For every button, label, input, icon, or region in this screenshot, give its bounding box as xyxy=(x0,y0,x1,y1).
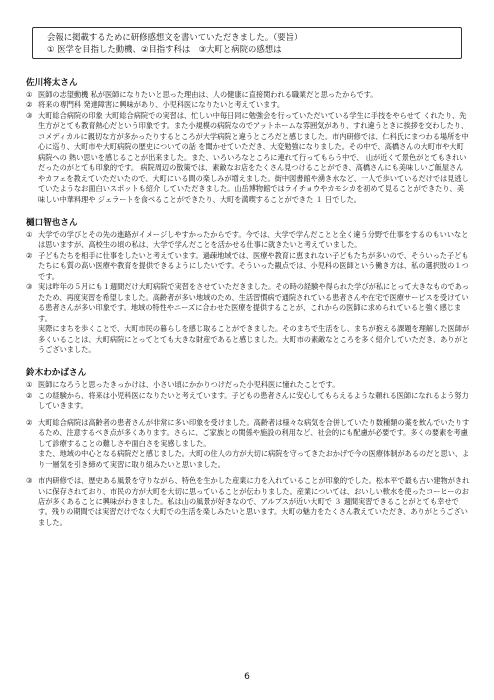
intro-box xyxy=(32,27,462,59)
item-number: ② xyxy=(26,100,33,110)
item-text: 大町総合病院は高齢者の患者さんが非常に多い印象を受けました。高齢者は様々な病気を合併していたり数種類の薬を飲んでいたりするため、注意するべき点が多くあります。さらに、ご家族との関係や施設の利用など、社会的にも配慮が必要です。多くの要素を考慮して診療することの難しさや面白さを実感しました。 xyxy=(38,417,470,448)
essay-content xyxy=(26,77,470,534)
list-item xyxy=(26,324,470,355)
list-item xyxy=(26,111,470,205)
page-number: 6 xyxy=(244,672,250,682)
essay-sagawa xyxy=(26,77,470,205)
item-number: ② xyxy=(26,250,33,260)
item-number: ① xyxy=(26,229,33,239)
item-text: 実は昨年の５月にも１週間だけ大町病院で実習をさせていただきました。その時の経験や得られた学びが私にとって大きなものであったため、再度実習を希望しました。高齢者が多い地域のため、生活習慣病で通院されている患者さんや在宅で医療サービスを受けている患者さんが多い印象です。地域の特性やニーズに合わせた医療を提供することが、これからの医師に求められていると強く感じます。 xyxy=(38,282,470,323)
list-item xyxy=(26,251,470,282)
list-item xyxy=(26,391,470,412)
item-number: ② xyxy=(26,390,33,400)
item-text: 医師になろうと思ったきっかけは、小さい頃にかかりつけだった小児科医に憧れたことです。 xyxy=(38,380,340,390)
item-number: ① xyxy=(26,380,33,390)
intro-line-1: 会報に掲載するために研修感想文を書いていただきました。（要旨） xyxy=(47,32,303,42)
item-number: ① xyxy=(26,90,33,99)
list-item xyxy=(26,100,470,110)
list-item xyxy=(26,282,470,324)
person-name: 樋口智也さん xyxy=(26,217,78,228)
item-text: この経験から、将来は小児科医になりたいと考えています。子どもの患者さんに安心してもらえるような頼れる医師になれるよう努力していきます。 xyxy=(38,390,469,411)
intro-line-2: ① 医学を目指した動機、②目指す科は ③大町と病院の感想は xyxy=(47,44,282,54)
item-text: 大学での学びとその先の進路がイメージしやすかったからです。今では、大学で学んだことと全く違う分野で仕事をするのもいいなとは思いますが、高校生の頃の私は、大学で学んだことを活かせる仕事に就きたいと考えていました。 xyxy=(38,229,469,250)
item-number xyxy=(26,324,38,355)
item-number: ③ xyxy=(26,476,33,486)
list-item xyxy=(26,476,470,528)
person-name: 鈴木わかばさん xyxy=(26,368,87,379)
list-item xyxy=(26,449,470,470)
item-number: ③ xyxy=(26,282,33,292)
list-item xyxy=(26,230,470,251)
item-number: ② xyxy=(26,417,33,427)
essay-suzuki xyxy=(26,367,470,528)
item-text: 市内研修では、歴史ある風景を守りながら、特色を生かした産業に力を入れていることが印象的でした。松本平で最も古い建物がきれいに保存されており、市民の方が大町を大切に思っていることが伝わりました。産業については、おいしい軟水を使ったコーヒーのお店が多くあることに興味がわきました。私は山の風景が好きなので、アルプスが近い大町で ３ 週間実習できることがとても幸せです。残りの期間では実習だけでなく大町での生活を楽しみたいと思います。大町の魅力をたくさん教えていただき、ありがとうございました。 xyxy=(38,476,470,527)
item-text: 将来の専門科 発達障害に興味があり、小児科医になりたいと考えています。 xyxy=(38,100,285,110)
list-item xyxy=(26,418,470,449)
essay-higuchi xyxy=(26,217,470,355)
item-number xyxy=(26,449,38,470)
item-text: 子どもたちを相手に仕事をしたいと考えています。過疎地域では、医療や教育に恵まれない子どもたちが多いので、そういった子どもたちにも質の高い医療や教育を提供できるようにしたいです。そういった観点では、小児科の医師という働き方は、私の選択肢の１つです。 xyxy=(38,250,469,281)
item-text: 実際にまちを歩くことで、大町市民の暮らしを感じ取ることができました。そのまちで生活をし、まちが抱える課題を理解した医師が多くいることは、大町病院にとってとても大きな財産であると感じました。大町市の素敵なところを多く紹介していただき、ありがとうございました。 xyxy=(38,324,470,354)
item-number: ③ xyxy=(26,110,33,120)
item-text: 医師の志望動機 私が医師になりたいと思った理由は、人の健康に直接関われる職業だと思ったからです。 xyxy=(38,90,378,99)
item-text: また、地域の中心となる病院だと感じました。大町の住人の方が大切に病院を守ってきたおかげで今の医療体制があるのだと思い、より一層気を引き締めて実習に取り組みたいと思いました。 xyxy=(38,449,470,469)
item-text: 大町総合病院の印象 大町総合病院での実習は、忙しい中毎日同に勉強会を行っていただいている学生に手技をやらせて くれたり、先生方がとても教育熱心だという印象です。また小規模の病院なのでアットホームな雰囲気があり、すれ違うときに挨拶を交わしたり、コメディカルに親切な方が多かったりするところが大学病院と違うところだと感じました。市内研修では、仁科氏にまつわる場所を中心に巡り、大町市や大町病院の歴史についての話 を聞かせていただき、大変勉強になりました。その中で、高橋さんの大町市や大町病院への 熱い思いを感じることが出来ました。また、いろいろなところに連れて行ってもらう中で、 山が近くて景色がとてもきれいだったのがとても印象的です。 病院周辺の散策では、素敵なお店をたくさん見つけることができ、高橋さんにも美味しいご飯屋さんやカフェを教えていただいたので、大町にいる間の楽しみが増えました。街中図書館や湧き水など、一人で歩いているだけでは見逃していたようなお面白いスポットも紹介 していただきました。山岳博物館ではライチョウやカモシカを初めて見ることができたり、美味しい中華料理や ジェラートを食べることができたり、大町を満喫することができた １ 日でした。 xyxy=(38,110,469,204)
person-name: 佐川将太さん xyxy=(26,78,78,88)
list-item xyxy=(26,380,470,390)
list-item xyxy=(26,90,470,100)
